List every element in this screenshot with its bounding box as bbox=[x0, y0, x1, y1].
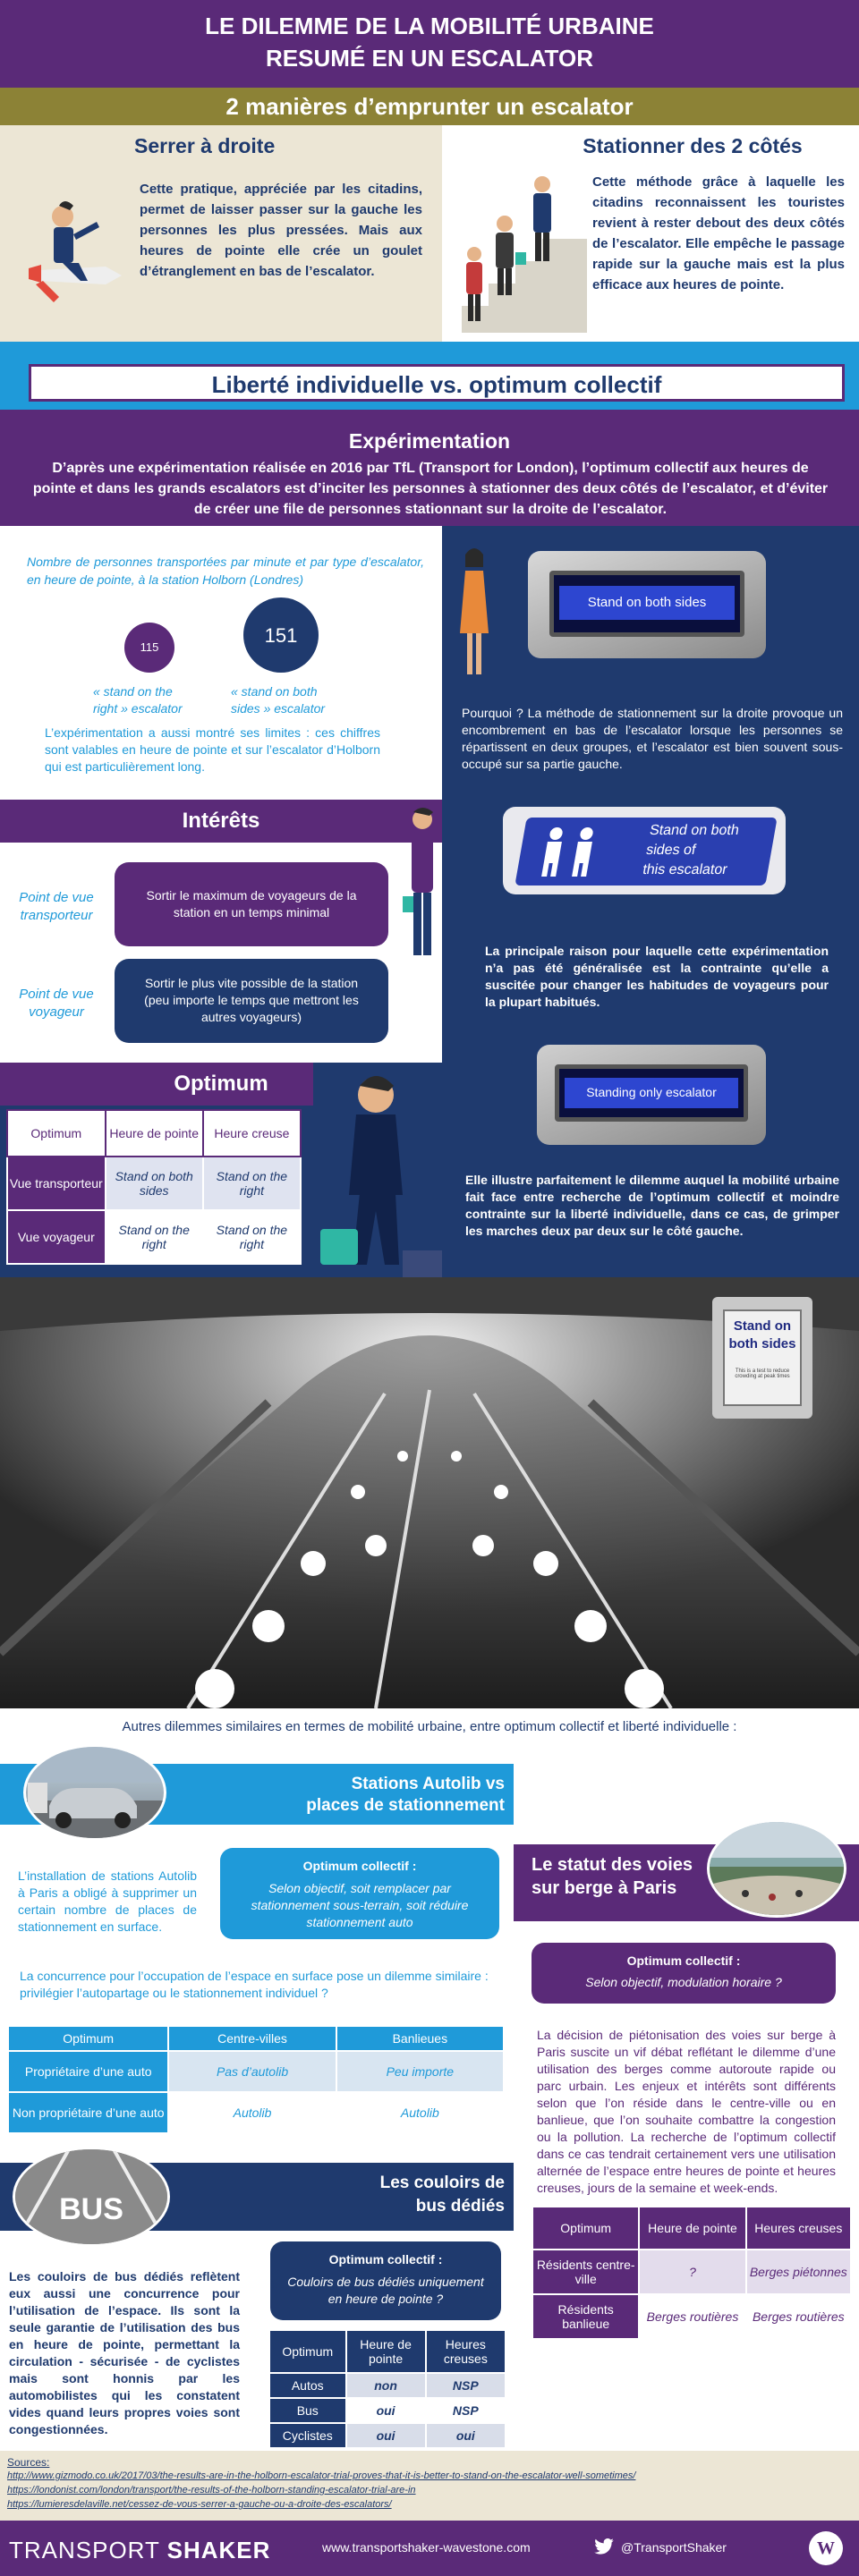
liberte-band bbox=[0, 342, 859, 410]
bus-header-cell: Heures creuses bbox=[426, 2330, 506, 2373]
autolib-cell: Autolib bbox=[336, 2092, 504, 2133]
autolib-header-cell: Centre-villes bbox=[168, 2026, 336, 2051]
businessman-climbing-icon bbox=[313, 1068, 442, 1277]
people-pictogram-icon bbox=[532, 826, 613, 877]
sign-text-1-box bbox=[559, 586, 735, 620]
source-link-2[interactable]: https://londonist.com/london/transport/the-results-of-the-holborn-standing-escalator-trial-are-in bbox=[7, 2485, 416, 2496]
autolib-title-line2: places de stationnement bbox=[306, 1796, 505, 1815]
footer bbox=[0, 2521, 859, 2576]
autolib-text: L’installation de stations Autolib à Paris a obligé à supprimer un certain nombre de places de stationnement en surface. bbox=[18, 1868, 197, 1934]
bus-row-label: Cyclistes bbox=[269, 2423, 346, 2448]
interet-text-voyageur: Sortir le plus vite possible de la station (peu importe le temps que mettront les autres voyageurs) bbox=[144, 976, 359, 1024]
berges-river-image bbox=[710, 1822, 844, 1915]
berges-opt-title: Optimum collectif : bbox=[626, 1953, 741, 1968]
stat-label-right: « stand on the right » escalator bbox=[93, 684, 183, 716]
berges-opt-text: Selon objectif, modulation horaire ? bbox=[585, 1975, 782, 1989]
berges-text: La décision de piétonisation des voies sur berge à Paris suscite un vif débat reflétant le dilemme d’une utilisation des berges comme autoroute rapide ou parc urbain. Les enjeux et intérêts sont différents selon que l’on réside dans le centre-ville ou en banlieue, que l’on souhaite combattre la congestion ou la pollution. La recherche de l’optimum collectif dans ce cas tendrait certainement vers une utilisation alternée de l’espace entre heures de pointe et heures creuses, jours de la semaine et week-ends. bbox=[537, 2028, 836, 2195]
bus-cell: NSP bbox=[426, 2373, 506, 2398]
raison-text: La principale raison pour laquelle cette expérimentation n’a pas été généralisée est la contrainte qu’elle a suscitée pour changer les habitudes de voyageurs pour la plupart habitués. bbox=[485, 944, 829, 1009]
bus-opt-box bbox=[270, 2241, 501, 2320]
stats-panel bbox=[0, 526, 442, 800]
source-link-1[interactable]: http://www.gizmodo.co.uk/2017/03/the-results-are-in-the-holborn-escalator-trial-proves-that-it-is-better-to-stand-on-the-escalator-well-sometimes/ bbox=[7, 2470, 636, 2481]
woman-standing-icon bbox=[458, 547, 490, 682]
wavestone-logo bbox=[809, 2531, 843, 2565]
bus-row-label: Autos bbox=[269, 2373, 346, 2398]
autolib-photo bbox=[23, 1744, 166, 1841]
optimum-header-cell: Heure de pointe bbox=[106, 1110, 203, 1157]
sign-display-1 bbox=[549, 571, 744, 637]
source-link-3[interactable]: https://lumieresdelaville.net/cessez-de-vous-serrer-a-gauche-ou-a-droite-des-escalators/ bbox=[7, 2499, 392, 2510]
autolib-car-image bbox=[26, 1747, 164, 1838]
bus-title-line1: Les couloirs de bbox=[379, 2174, 505, 2192]
stat-value-both: 151 bbox=[264, 624, 298, 647]
right-mid-panel bbox=[442, 526, 859, 1277]
sign-sticker-2 bbox=[515, 818, 777, 886]
berges-title-line1: Le statut des voies bbox=[532, 1855, 693, 1875]
optimum-cell: Stand on the right bbox=[106, 1210, 203, 1264]
sign-photo-2 bbox=[503, 807, 786, 894]
autolib-header-cell: Optimum bbox=[8, 2026, 168, 2051]
autolib-row-label: Non propriétaire d’une auto bbox=[8, 2092, 168, 2133]
autolib-opt-box bbox=[220, 1848, 499, 1939]
optimum-cell: Stand on both sides bbox=[106, 1157, 203, 1210]
left-title: Serrer à droite bbox=[134, 134, 276, 157]
stat-bubble-right bbox=[124, 623, 174, 673]
berges-cell: ? bbox=[639, 2250, 745, 2294]
pourquoi-text: Pourquoi ? La méthode de stationnement sur la droite provoque un encombrement en bas de l’escalator lorsque les personnes se répartissent en deux groupes, et l’escalator est bien souvent sous-occupé sur sa partie gauche. bbox=[462, 706, 843, 771]
experimentation-title: Expérimentation bbox=[348, 429, 511, 453]
footer-brand-shaker: SHAKER bbox=[166, 2537, 271, 2563]
interets-title: Intérêts bbox=[182, 809, 260, 833]
bus-cell: NSP bbox=[426, 2398, 506, 2423]
bus-opt-title: Optimum collectif : bbox=[328, 2252, 443, 2267]
interets-body bbox=[0, 843, 442, 1063]
optimum-cell: Stand on the right bbox=[203, 1157, 301, 1210]
wavestone-logo-letter: W bbox=[817, 2538, 835, 2558]
sign-text-4c: This is a test to reduce crowding at peak times bbox=[735, 1368, 790, 1379]
bus-header-cell: Optimum bbox=[269, 2330, 346, 2373]
stat-value-right: 115 bbox=[140, 640, 159, 654]
bus-cell: non bbox=[346, 2373, 426, 2398]
sign-text-3: Standing only escalator bbox=[586, 1085, 717, 1099]
autolib-row-label: Propriétaire d’une auto bbox=[8, 2051, 168, 2092]
berges-cell: Berges piétonnes bbox=[746, 2250, 851, 2294]
businessman-standing-icon bbox=[403, 807, 442, 986]
stat-bubble-both bbox=[243, 597, 319, 673]
autolib-table bbox=[7, 2025, 505, 2134]
header-title-line2: RESUMÉ EN UN ESCALATOR bbox=[266, 45, 593, 72]
sources-section bbox=[0, 2451, 859, 2521]
bus-cell: oui bbox=[346, 2398, 426, 2423]
footer-brand-transport: TRANSPORT bbox=[9, 2537, 160, 2563]
bus-table bbox=[268, 2329, 506, 2449]
bus-row-label: Bus bbox=[269, 2398, 346, 2423]
bus-cell: oui bbox=[346, 2423, 426, 2448]
berges-photo bbox=[707, 1819, 846, 1918]
optimum-title: Optimum bbox=[174, 1072, 268, 1096]
sign-photo-4 bbox=[712, 1297, 812, 1419]
berges-table bbox=[532, 2206, 852, 2340]
header bbox=[0, 0, 859, 88]
right-panel bbox=[442, 125, 859, 342]
autolib-opt-title: Optimum collectif : bbox=[302, 1859, 417, 1873]
bus-cell: oui bbox=[426, 2423, 506, 2448]
sources-title: Sources: bbox=[7, 2456, 50, 2469]
autolib-title-line1: Stations Autolib vs bbox=[351, 1775, 505, 1793]
optimum-row-label: Vue transporteur bbox=[7, 1157, 106, 1210]
businessman-rocket-icon bbox=[27, 188, 125, 313]
footer-brand bbox=[9, 2537, 270, 2564]
footer-twitter-handle[interactable]: @TransportShaker bbox=[621, 2540, 727, 2555]
optimum-header-cell: Heure creuse bbox=[203, 1110, 301, 1157]
footer-site-link[interactable]: www.transportshaker-wavestone.com bbox=[322, 2540, 531, 2555]
interet-box-transporteur bbox=[115, 862, 388, 946]
stats-caption: Nombre de personnes transportées par minute et par type d’escalator, en heure de pointe, à la station Holborn (Londres) bbox=[27, 555, 424, 587]
sign-photo-1 bbox=[528, 551, 766, 658]
people-stairs-icon bbox=[462, 172, 587, 333]
pov-transporteur-label: Point de vue transporteur bbox=[19, 890, 94, 923]
experimentation-text: D’après une expérimentation réalisée en 2016 par TfL (Transport for London), l’optimum collectif aux heures de pointe et dans les grands escalators est d’inciter les personnes à stationner des deux côtés de l’escalator, et d’éviter de créer une file de personnes stationnant sur la droite de l’escalator. bbox=[32, 461, 829, 517]
berges-cell: Berges routières bbox=[746, 2294, 851, 2339]
autolib-cell: Peu importe bbox=[336, 2051, 504, 2092]
sign-photo-3 bbox=[537, 1045, 766, 1145]
autolib-header-cell: Banlieues bbox=[336, 2026, 504, 2051]
berges-header-cell: Heures creuses bbox=[746, 2207, 851, 2250]
sign-text-2b: sides of bbox=[644, 843, 697, 858]
left-text: Cette pratique, appréciée par les citadins, permet de laisser passer sur la gauche les personnes les plus pressées. Mais aux heures de pointe elle crée un goulet d’étranglement en bas de l’escalator. bbox=[140, 182, 422, 279]
bus-text: Les couloirs de bus dédiés reflètent eux aussi une concurrence pour l’utilisation de l’espace. Ils sont la seule garantie de l’utilisation des bus en heure de pointe, permettant la circulation - sécurisée - de cyclistes mais sont honnis par les automobilistes qui les constatent vides quand leurs propres voies sont congestionnées. bbox=[9, 2269, 240, 2436]
sign-text-3-box bbox=[565, 1078, 738, 1108]
berges-header-cell: Optimum bbox=[532, 2207, 639, 2250]
illustre-text: Elle illustre parfaitement le dilemme auquel la mobilité urbaine fait face entre recherche de l’optimum collectif et moindre contrainte sur la liberté individuelle, dans ce cas, de grimper les marches deux par deux sur le côté gauche. bbox=[465, 1173, 839, 1238]
bus-lane-road-text: BUS bbox=[59, 2192, 123, 2226]
bus-header-cell: Heure de pointe bbox=[346, 2330, 426, 2373]
interets-header bbox=[0, 800, 442, 843]
autolib-cell: Pas d’autolib bbox=[168, 2051, 336, 2092]
autolib-opt-text: Selon objectif, soit remplacer par stationnement sous-terrain, soit réduire stationnement auto bbox=[251, 1881, 469, 1929]
twitter-bird-icon[interactable] bbox=[594, 2538, 614, 2555]
experimentation-section bbox=[0, 410, 859, 526]
bus-title-line2: bus dédiés bbox=[415, 2197, 505, 2216]
header-title-line1: LE DILEMME DE LA MOBILITÉ URBAINE bbox=[205, 13, 654, 39]
banner-text: 2 manières d’emprunter un escalator bbox=[225, 93, 634, 120]
optimum-row-label: Vue voyageur bbox=[7, 1210, 106, 1264]
sign-text-2a: Stand on both bbox=[648, 823, 741, 838]
interet-box-voyageur bbox=[115, 959, 388, 1043]
right-text: Cette méthode grâce à laquelle les citadins reconnaissent les touristes revient à rester debout des deux côtés de l’escalator. Elle empêche le passage rapide sur la gauche mais est la plus efficace aux heures de pointe. bbox=[592, 174, 845, 292]
optimum-section bbox=[0, 1063, 442, 1277]
bus-photo bbox=[13, 2147, 170, 2247]
escalator-photo bbox=[0, 1277, 859, 1708]
autolib-concurrence: La concurrence pour l’occupation de l’espace en surface pose un dilemme similaire : privilégier l’autopartage ou le stationnement individuel ? bbox=[20, 1969, 489, 2000]
sign-text-4b: both sides bbox=[728, 1336, 796, 1352]
limits-text: L’expérimentation a aussi montré ses limites : ces chiffres sont valables en heure de pointe et sur l’escalator d’Holborn qui est particulièrement long. bbox=[45, 725, 380, 774]
berges-opt-box bbox=[532, 1943, 836, 2004]
left-panel bbox=[0, 125, 442, 342]
berges-header-cell: Heure de pointe bbox=[639, 2207, 745, 2250]
right-title: Stationner des 2 côtés bbox=[583, 134, 803, 157]
stat-label-both: « stand on both sides » escalator bbox=[231, 684, 326, 716]
optimum-cell: Stand on the right bbox=[203, 1210, 301, 1264]
berges-cell: Berges routières bbox=[639, 2294, 745, 2339]
berges-row-label: Résidents banlieue bbox=[532, 2294, 639, 2339]
sign-text-2c: this escalator bbox=[641, 862, 729, 877]
bus-lane-image bbox=[15, 2149, 167, 2244]
autolib-cell: Autolib bbox=[168, 2092, 336, 2133]
optimum-table bbox=[6, 1109, 302, 1265]
berges-row-label: Résidents centre-ville bbox=[532, 2250, 639, 2294]
sign-display-3 bbox=[555, 1064, 748, 1122]
sign-panel-4 bbox=[723, 1309, 802, 1406]
optimum-header-cell: Optimum bbox=[7, 1110, 106, 1157]
bus-opt-text: Couloirs de bus dédiés uniquement en heure de pointe ? bbox=[287, 2275, 484, 2306]
autres-text: Autres dilemmes similaires en termes de mobilité urbaine, entre optimum collectif et liberté individuelle : bbox=[122, 1719, 737, 1734]
sign-text-4a: Stand on bbox=[733, 1318, 792, 1334]
banner bbox=[0, 88, 859, 125]
sign-text-1: Stand on both sides bbox=[587, 595, 707, 610]
pov-voyageur-label: Point de vue voyageur bbox=[19, 987, 94, 1020]
liberte-box bbox=[29, 364, 845, 402]
interet-text-transporteur: Sortir le maximum de voyageurs de la station en un temps minimal bbox=[146, 888, 357, 919]
liberte-title: Liberté individuelle vs. optimum collectif bbox=[211, 371, 662, 398]
berges-title-line2: sur berge à Paris bbox=[532, 1878, 677, 1898]
